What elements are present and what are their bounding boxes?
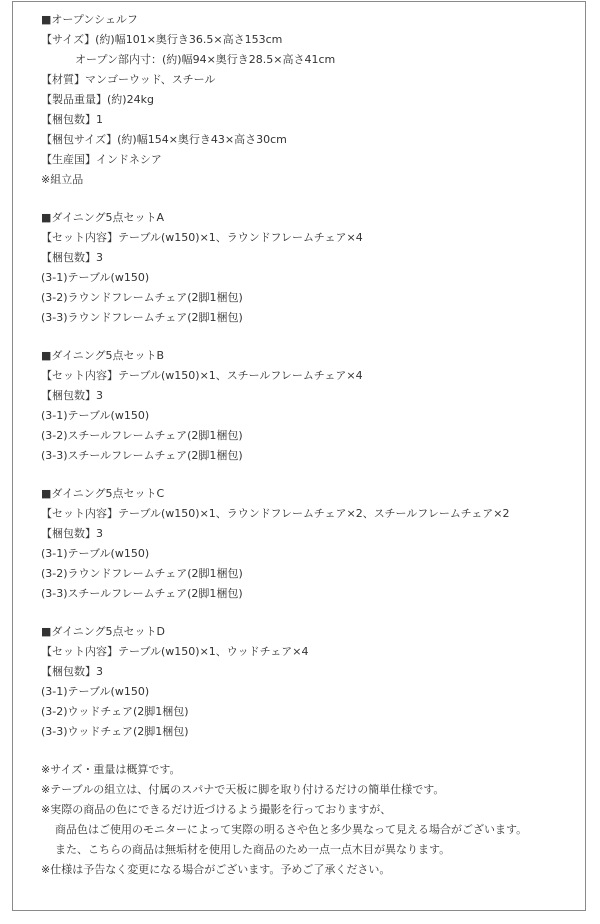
spec-line-package-size: 【梱包サイズ】(約)幅154×奥行き43×高さ30cm — [41, 133, 287, 146]
spec-line-assembly: ※組立品 — [41, 173, 84, 186]
spec-line-package-count: 【梱包数】1 — [41, 113, 103, 126]
section-heading: ■オープンシェルフ — [41, 13, 138, 26]
section-set-c — [41, 484, 581, 604]
section-open-shelf — [41, 10, 581, 190]
note-line: ※仕様は予告なく変更になる場合がございます。予めご了承ください。 — [41, 863, 391, 876]
spec-line-package-item: (3-3)ウッドチェア(2脚1梱包) — [41, 725, 189, 738]
note-line: ※テーブルの組立は、付属のスパナで天板に脚を取り付けるだけの簡単仕様です。 — [41, 783, 445, 796]
spec-line-package-item: (3-3)ラウンドフレームチェア(2脚1梱包) — [41, 311, 243, 324]
spec-line-package-item: (3-2)スチールフレームチェア(2脚1梱包) — [41, 429, 243, 442]
spec-line-set-contents: 【セット内容】テーブル(w150)×1、ウッドチェア×4 — [41, 645, 309, 658]
section-gap — [41, 328, 581, 346]
section-set-a — [41, 208, 581, 328]
spec-line-set-contents: 【セット内容】テーブル(w150)×1、ラウンドフレームチェア×4 — [41, 231, 363, 244]
spec-line-package-item: (3-3)スチールフレームチェア(2脚1梱包) — [41, 587, 243, 600]
spec-content — [41, 10, 581, 880]
section-heading: ■ダイニング5点セットB — [41, 349, 165, 362]
spec-line-package-item: (3-2)ラウンドフレームチェア(2脚1梱包) — [41, 567, 243, 580]
spec-line-package-count: 【梱包数】3 — [41, 251, 103, 264]
spec-line-package-item: (3-1)テーブル(w150) — [41, 409, 150, 422]
note-line: また、こちらの商品は無垢材を使用した商品のため一点一点木目が異なります。 — [55, 843, 451, 856]
section-heading: ■ダイニング5点セットC — [41, 487, 165, 500]
section-gap — [41, 190, 581, 208]
section-gap — [41, 466, 581, 484]
spec-line-package-item: (3-1)テーブル(w150) — [41, 271, 150, 284]
spec-line-package-count: 【梱包数】3 — [41, 527, 103, 540]
section-gap — [41, 742, 581, 760]
section-gap — [41, 604, 581, 622]
spec-line-package-item: (3-3)スチールフレームチェア(2脚1梱包) — [41, 449, 243, 462]
spec-line-inner-size: オープン部内寸：(約)幅94×奥行き28.5×高さ41cm — [75, 53, 336, 66]
section-heading: ■ダイニング5点セットA — [41, 211, 165, 224]
spec-line-package-item: (3-1)テーブル(w150) — [41, 685, 150, 698]
spec-line-weight: 【製品重量】(約)24kg — [41, 93, 154, 106]
notes-block — [41, 760, 581, 880]
spec-line-package-item: (3-1)テーブル(w150) — [41, 547, 150, 560]
note-line: 商品色はご使用のモニターによって実際の明るさや色と多少異なって見える場合がございます。 — [55, 823, 528, 836]
spec-line-size: 【サイズ】(約)幅101×奥行き36.5×高さ153cm — [41, 33, 283, 46]
spec-line-package-item: (3-2)ウッドチェア(2脚1梱包) — [41, 705, 189, 718]
spec-line-package-count: 【梱包数】3 — [41, 389, 103, 402]
section-set-b — [41, 346, 581, 466]
spec-line-set-contents: 【セット内容】テーブル(w150)×1、ラウンドフレームチェア×2、スチールフレームチェア×2 — [41, 507, 510, 520]
spec-line-package-count: 【梱包数】3 — [41, 665, 103, 678]
spec-line-origin: 【生産国】インドネシア — [41, 153, 162, 166]
section-heading: ■ダイニング5点セットD — [41, 625, 165, 638]
spec-line-set-contents: 【セット内容】テーブル(w150)×1、スチールフレームチェア×4 — [41, 369, 363, 382]
spec-line-material: 【材質】マンゴーウッド、スチール — [41, 73, 216, 86]
section-set-d — [41, 622, 581, 742]
note-line: ※サイズ・重量は概算です。 — [41, 763, 181, 776]
spec-line-package-item: (3-2)ラウンドフレームチェア(2脚1梱包) — [41, 291, 243, 304]
note-line: ※実際の商品の色にできるだけ近づけるよう撮影を行っておりますが、 — [41, 803, 392, 816]
